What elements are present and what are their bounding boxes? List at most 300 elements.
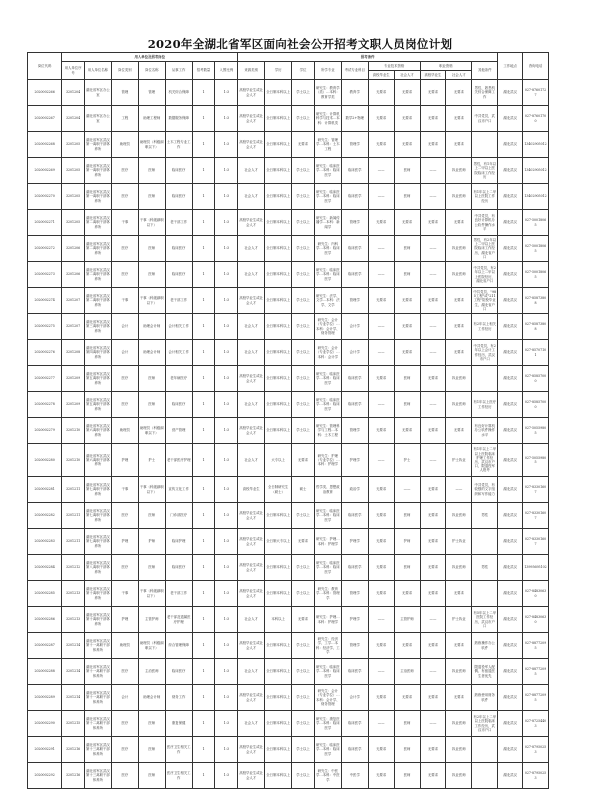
cell-unit-name: 湖北省军区武汉第二离职干部休养所	[84, 236, 111, 262]
cell-other-conditions: 中共党员，有2年以上会计工作经历，武汉市户口	[472, 340, 498, 366]
cell-post-name: 助理会计师	[138, 314, 165, 340]
cell-phone: 027-83301607	[523, 529, 549, 555]
cell-unit-seq: 3201211	[62, 529, 85, 555]
cell-prof-grad: ——	[420, 158, 446, 184]
cell-degree: 无要求	[292, 132, 315, 158]
cell-post-category: 医疗	[111, 158, 138, 184]
cell-prof-social: 执业医师	[446, 184, 472, 210]
cell-tech-social: ——	[394, 477, 420, 503]
cell-education: 本科以上	[265, 607, 292, 633]
cell-location: 湖北武汉	[498, 236, 523, 262]
cell-exam-major: 中医学	[341, 763, 368, 789]
cell-post-name: 干事（科级副职以下）	[138, 210, 165, 236]
cell-phone: 027-83301607	[523, 503, 549, 529]
cell-unit-name: 湖北省军区武汉第十一离职干部休养所	[84, 685, 111, 711]
table-row	[28, 763, 549, 789]
cell-count: 1	[192, 444, 215, 477]
cell-exam-major: 会计学	[341, 340, 368, 366]
cell-source: 高校毕业生或社会人才	[238, 80, 265, 106]
cell-source: 社会人才	[238, 262, 265, 288]
cell-exam-major: 护理学	[341, 607, 368, 633]
cell-location: 湖北武汉	[498, 633, 523, 659]
cell-post-name: 医师	[138, 503, 165, 529]
cell-location: 湖北武汉	[498, 288, 523, 314]
cell-ratio: 1:3	[215, 477, 238, 503]
cell-tech-social: 无要求	[394, 288, 420, 314]
cell-prof-social: 无要求	[446, 288, 472, 314]
cell-degree: 学士以上	[292, 581, 315, 607]
table-row	[28, 711, 549, 737]
cell-work-content: 老干部工作	[165, 288, 192, 314]
cell-prof-grad: ——	[420, 236, 446, 262]
cell-prof-grad: ——	[420, 444, 446, 477]
cell-phone: 027-84830630	[523, 581, 549, 607]
cell-unit-name: 湖北省军区武汉第一离职干部休养所	[84, 184, 111, 210]
cell-unit-seq: 3201215	[62, 711, 85, 737]
cell-exam-major: 管理学	[341, 288, 368, 314]
cell-education: 全日制研究生（硕士）	[265, 477, 292, 503]
table-row	[28, 132, 549, 158]
cell-post-code: 2020002266	[28, 80, 62, 106]
col-group-conditions: 招考条件	[238, 53, 498, 62]
cell-phone: 027-50018065	[523, 210, 549, 236]
cell-post-name: 主管护师	[138, 607, 165, 633]
cell-tech-grad: 无要求	[368, 477, 394, 503]
cell-location: 湖北武汉	[498, 555, 523, 581]
col-post-name: 岗位名称	[138, 62, 165, 80]
cell-unit-seq: 3201212	[62, 555, 85, 581]
cell-prof-social: 执业医师	[446, 737, 472, 763]
cell-other-conditions: 男性，熟悉机关综合保障工作	[472, 80, 498, 106]
cell-post-code: 2020002268	[28, 132, 62, 158]
cell-major: 哲学类、思想政治教育	[314, 477, 341, 503]
cell-post-category: 助理员	[111, 633, 138, 659]
cell-location: 湖北武汉	[498, 581, 523, 607]
cell-prof-grad: 无要求	[420, 418, 446, 444]
cell-unit-seq: 3201209	[62, 392, 85, 418]
cell-degree: 无要求	[292, 607, 315, 633]
cell-tech-social: 医师	[394, 236, 420, 262]
cell-unit-seq: 3201210	[62, 418, 85, 444]
cell-tech-grad: ——	[368, 314, 394, 340]
cell-tech-social: 护师	[394, 529, 420, 555]
cell-major: 研究生：临床医学…本科：临床医学	[314, 555, 341, 581]
cell-ratio: 1:3	[215, 503, 238, 529]
cell-ratio: 1:3	[215, 80, 238, 106]
cell-phone: 027-83301607	[523, 477, 549, 503]
cell-major: 研究生：管理科学与工程…本科：土木工程	[314, 418, 341, 444]
cell-location: 湖北武汉	[498, 314, 523, 340]
cell-post-category: 医疗	[111, 763, 138, 789]
cell-count: 1	[192, 340, 215, 366]
cell-degree: 学士以上	[292, 503, 315, 529]
cell-tech-grad: 无要求	[368, 581, 394, 607]
cell-location: 湖北武汉	[498, 366, 523, 392]
cell-post-category: 医疗	[111, 236, 138, 262]
cell-tech-social: 医师	[394, 392, 420, 418]
cell-major: 研究生：管理学…本科：土木工程	[314, 132, 341, 158]
cell-major: 研究生：新闻传播学…本科：新闻学	[314, 210, 341, 236]
cell-tech-grad: 无要求	[368, 132, 394, 158]
cell-post-category: 医疗	[111, 555, 138, 581]
cell-location: 湖北武汉	[498, 503, 523, 529]
cell-source: 社会人才	[238, 314, 265, 340]
cell-tech-grad: ——	[368, 444, 394, 477]
cell-post-code: 2020002292	[28, 763, 62, 789]
cell-phone: 13995695102	[523, 555, 549, 581]
table-header	[28, 53, 549, 80]
cell-ratio: 1:3	[215, 763, 238, 789]
cell-tech-grad: ——	[368, 262, 394, 288]
cell-other-conditions	[472, 366, 498, 392]
cell-post-name: 医师	[138, 711, 165, 737]
cell-prof-grad: ——	[420, 262, 446, 288]
cell-unit-name: 湖北省军区武汉第七离职干部休养所	[84, 529, 111, 555]
cell-tech-social: 医师	[394, 184, 420, 210]
cell-work-content: 会计相关工作	[165, 340, 192, 366]
cell-prof-social: 执业医师	[446, 158, 472, 184]
cell-source: 高校毕业生或社会人才	[238, 503, 265, 529]
cell-degree: 学士以上	[292, 236, 315, 262]
cell-phone: 027-84830630	[523, 607, 549, 633]
cell-prof-grad: 无要求	[420, 633, 446, 659]
cell-ratio: 1:3	[215, 314, 238, 340]
cell-post-category: 干事	[111, 477, 138, 503]
col-unit-name: 用人单位名称	[84, 62, 111, 80]
cell-source: 社会人才	[238, 659, 265, 685]
cell-prof-social: 执业医师	[446, 366, 472, 392]
cell-unit-name: 湖北省军区办公室	[84, 80, 111, 106]
cell-prof-social: 执业医师	[446, 659, 472, 685]
cell-location: 湖北武汉	[498, 158, 523, 184]
cell-count: 1	[192, 711, 215, 737]
cell-tech-social: 医师	[394, 158, 420, 184]
table-row	[28, 340, 549, 366]
cell-prof-grad: ——	[420, 607, 446, 633]
cell-source: 高校毕业生或社会人才	[238, 210, 265, 236]
cell-post-code: 2020002279	[28, 418, 62, 444]
cell-count: 1	[192, 366, 215, 392]
cell-source: 高校毕业生	[238, 477, 265, 503]
cell-post-category: 医疗	[111, 659, 138, 685]
cell-tech-grad: 无要求	[368, 555, 394, 581]
cell-count: 1	[192, 418, 215, 444]
cell-education: 全日制本科以上	[265, 106, 292, 132]
col-tech-social: 社会人才	[394, 71, 420, 80]
cell-phone: 027-50018065	[523, 262, 549, 288]
cell-unit-seq: 3201205	[62, 158, 85, 184]
cell-post-category: 会计	[111, 314, 138, 340]
cell-source: 高校毕业生或社会人才	[238, 288, 265, 314]
cell-other-conditions	[472, 529, 498, 555]
cell-major: 研究生：计算机科学与技术…本科：计算机类	[314, 106, 341, 132]
cell-degree: 学士以上	[292, 555, 315, 581]
cell-prof-grad: 无要求	[420, 106, 446, 132]
cell-unit-name: 湖北省军区武汉第一离职干部休养所	[84, 132, 111, 158]
cell-post-code: 2020002284	[28, 555, 62, 581]
cell-work-content: 临床医疗	[165, 236, 192, 262]
cell-work-content: 老干部工作	[165, 581, 192, 607]
cell-post-name: 助理员（科级副职以下）	[138, 633, 165, 659]
cell-prof-social: 无要求	[446, 340, 472, 366]
cell-prof-social: 无要求	[446, 210, 472, 236]
table-row	[28, 503, 549, 529]
cell-post-code: 2020002289	[28, 685, 62, 711]
table-row	[28, 444, 549, 477]
cell-work-content: 老干部工作	[165, 210, 192, 236]
cell-exam-major: 护理学	[341, 444, 368, 477]
cell-source: 社会人才	[238, 184, 265, 210]
col-phone: 咨询电话	[523, 53, 549, 80]
cell-prof-grad: 无要求	[420, 503, 446, 529]
table-row	[28, 288, 549, 314]
cell-prof-grad: 无要求	[420, 737, 446, 763]
cell-major: 研究生：会计（专业学位）…本科：会计学、财务管理	[314, 314, 341, 340]
cell-tech-grad: ——	[368, 184, 394, 210]
cell-prof-social: 无要求	[446, 685, 472, 711]
cell-other-conditions: 中共党员，有2年以上二甲以上医院经历，湖北省户口	[472, 262, 498, 288]
cell-education: 全日制本科以上	[265, 685, 292, 711]
cell-prof-grad: 无要求	[420, 763, 446, 789]
cell-tech-social: 无要求	[394, 132, 420, 158]
cell-ratio: 1:3	[215, 711, 238, 737]
cell-count: 1	[192, 288, 215, 314]
cell-other-conditions	[472, 763, 498, 789]
cell-ratio: 1:3	[215, 418, 238, 444]
cell-degree: 学士以上	[292, 418, 315, 444]
cell-source: 社会人才	[238, 392, 265, 418]
col-education: 学历	[265, 62, 292, 80]
cell-exam-major: 管理学	[341, 633, 368, 659]
cell-post-category: 医疗	[111, 737, 138, 763]
cell-unit-name: 湖北省军区武汉第十一离职干部休养所	[84, 633, 111, 659]
table-row	[28, 477, 549, 503]
cell-major: 研究生：护理（专业学位）…本科：护理学	[314, 444, 341, 477]
cell-ratio: 1:3	[215, 555, 238, 581]
cell-post-code: 2020002271	[28, 210, 62, 236]
cell-phone: 027-85873808	[523, 314, 549, 340]
cell-unit-seq: 3201214	[62, 659, 85, 685]
table-row	[28, 314, 549, 340]
cell-unit-name: 湖北省军区武汉第十离职干部休养所	[84, 607, 111, 633]
cell-count: 1	[192, 477, 215, 503]
cell-post-code: 2020002287	[28, 633, 62, 659]
cell-location: 湖北武汉	[498, 418, 523, 444]
cell-prof-social: 无要求	[446, 314, 472, 340]
cell-education: 全日制本科以上	[265, 503, 292, 529]
col-other: 其他条件	[472, 62, 498, 80]
cell-work-content: 临床医疗	[165, 659, 192, 685]
cell-prof-social: 无要求	[446, 80, 472, 106]
cell-source: 高校毕业生或社会人才	[238, 633, 265, 659]
cell-degree: 学士以上	[292, 737, 315, 763]
cell-count: 1	[192, 581, 215, 607]
cell-post-name: 助理会计师	[138, 340, 165, 366]
cell-post-code: 2020002277	[28, 366, 62, 392]
cell-prof-grad: 无要求	[420, 685, 446, 711]
cell-prof-grad: ——	[420, 659, 446, 685]
cell-phone: 027-87601727	[523, 80, 549, 106]
cell-major: 研究生：临床医学…本科：临床医学	[314, 737, 341, 763]
cell-post-name: 护士	[138, 444, 165, 477]
cell-ratio: 1:3	[215, 288, 238, 314]
cell-degree: 学士以上	[292, 366, 315, 392]
cell-unit-seq: 3201213	[62, 607, 85, 633]
cell-other-conditions	[472, 132, 498, 158]
cell-count: 1	[192, 633, 215, 659]
col-location: 工作地点	[498, 53, 523, 80]
cell-exam-major: 会计学	[341, 685, 368, 711]
cell-other-conditions: 男性	[472, 555, 498, 581]
cell-phone: 027-87950253	[523, 737, 549, 763]
cell-prof-grad: ——	[420, 340, 446, 366]
table-row	[28, 106, 549, 132]
cell-tech-social: 医师	[394, 711, 420, 737]
cell-phone: 027-50018065	[523, 236, 549, 262]
cell-education: 全日制本科以上	[265, 158, 292, 184]
cell-post-category: 干事	[111, 288, 138, 314]
cell-location: 湖北武汉	[498, 392, 523, 418]
table-row	[28, 236, 549, 262]
cell-prof-grad: ——	[420, 314, 446, 340]
cell-major: 研究生：临床医学…本科：临床医学	[314, 503, 341, 529]
cell-post-name: 医师	[138, 763, 165, 789]
cell-tech-grad: 无要求	[368, 80, 394, 106]
cell-education: 全日制本科以上	[265, 132, 292, 158]
cell-post-category: 医疗	[111, 392, 138, 418]
cell-source: 高校毕业生或社会人才	[238, 106, 265, 132]
cell-prof-social: 无要求	[446, 132, 472, 158]
col-prof-social: 社会人才	[446, 71, 472, 80]
cell-post-category: 护理	[111, 444, 138, 477]
cell-other-conditions: 有1年以上二甲以上医院临床护理工作经历，武汉市户口，限退役军人报考	[472, 444, 498, 477]
cell-prof-grad: 无要求	[420, 555, 446, 581]
cell-unit-name: 湖北省军区武汉第五离职干部休养所	[84, 366, 111, 392]
cell-education: 全日制本科以上	[265, 659, 292, 685]
cell-unit-name: 湖北省军区武汉第十三离职干部休养所	[84, 737, 111, 763]
cell-location: 湖北武汉	[498, 685, 523, 711]
cell-education: 全日制本科以上	[265, 392, 292, 418]
cell-other-conditions	[472, 737, 498, 763]
cell-unit-name: 湖北省军区武汉第二离职干部休养所	[84, 262, 111, 288]
cell-exam-major: 管理学	[341, 581, 368, 607]
cell-source: 社会人才	[238, 236, 265, 262]
cell-work-content: 临床护理	[165, 529, 192, 555]
cell-post-code: 2020002280	[28, 444, 62, 477]
cell-unit-seq: 3201205	[62, 132, 85, 158]
cell-unit-name: 湖北省军区武汉第六离职干部休养所	[84, 444, 111, 477]
cell-unit-seq: 3201211	[62, 503, 85, 529]
cell-count: 1	[192, 763, 215, 789]
cell-ratio: 1:3	[215, 106, 238, 132]
cell-prof-social: 护士执业	[446, 607, 472, 633]
cell-prof-social: 执业医师	[446, 711, 472, 737]
cell-post-category: 工程	[111, 106, 138, 132]
col-group-prof: 职业资格	[420, 62, 472, 71]
cell-tech-social: 无要求	[394, 418, 420, 444]
cell-exam-major: 临床医学	[341, 236, 368, 262]
cell-degree: 学士以上	[292, 392, 315, 418]
cell-post-code: 2020002272	[28, 236, 62, 262]
cell-prof-social: ——	[446, 477, 472, 503]
cell-exam-major: 数学2+物理	[341, 106, 368, 132]
cell-unit-seq: 3201211	[62, 477, 85, 503]
col-prof-grad: 高校毕业生	[420, 71, 446, 80]
cell-tech-social: 无要求	[394, 340, 420, 366]
cell-ratio: 1:3	[215, 444, 238, 477]
cell-prof-grad: 无要求	[420, 288, 446, 314]
cell-post-category: 医疗	[111, 262, 138, 288]
cell-work-content: 门诊部医疗	[165, 503, 192, 529]
cell-count: 1	[192, 132, 215, 158]
cell-major: 研究生：康复医学…本科：临床医学	[314, 711, 341, 737]
cell-unit-name: 湖北省军区武汉第三离职干部休养所	[84, 314, 111, 340]
cell-tech-social: 医师	[394, 763, 420, 789]
cell-prof-social: 执业医师	[446, 763, 472, 789]
cell-exam-major: 政治学	[341, 477, 368, 503]
col-major: 所学专业	[314, 62, 341, 80]
cell-other-conditions: 有2年以上二甲以上医院临床工作经历，武汉市户口	[472, 711, 498, 737]
cell-degree: 学士以上	[292, 633, 315, 659]
cell-unit-name: 湖北省军区武汉第十二离职干部休养所	[84, 711, 111, 737]
table-row	[28, 366, 549, 392]
cell-education: 全日制本科以上	[265, 737, 292, 763]
cell-tech-social: 无要求	[394, 314, 420, 340]
cell-post-code: 2020002269	[28, 158, 62, 184]
cell-count: 1	[192, 503, 215, 529]
cell-unit-seq: 3201214	[62, 685, 85, 711]
cell-location: 湖北武汉	[498, 477, 523, 503]
cell-tech-social: 无要求	[394, 80, 420, 106]
cell-count: 1	[192, 529, 215, 555]
cell-count: 1	[192, 555, 215, 581]
cell-work-content: 医疗卫生相关工作	[165, 763, 192, 789]
cell-major: 研究生：经济学、工学…本科：经济学、工学	[314, 633, 341, 659]
cell-tech-grad: 无要求	[368, 210, 394, 236]
cell-tech-social: 医师	[394, 366, 420, 392]
cell-other-conditions: 有1年以上二甲以上医院工作经历	[472, 184, 498, 210]
cell-degree: 学士以上	[292, 314, 315, 340]
cell-major: 研究生：临床医学…本科：临床医学	[314, 262, 341, 288]
cell-major: 研究生：法学、文学…本科：法学、文学	[314, 288, 341, 314]
cell-location: 湖北武汉	[498, 763, 523, 789]
col-tech-grad: 高校毕业生	[368, 71, 394, 80]
cell-tech-social: 无要求	[394, 633, 420, 659]
cell-exam-major: 临床医学	[341, 392, 368, 418]
table-row	[28, 633, 549, 659]
cell-unit-seq: 3201206	[62, 262, 85, 288]
cell-other-conditions: 中共党员，有较强的文字组织和写作能力	[472, 477, 498, 503]
cell-phone: 027-87254403	[523, 711, 549, 737]
cell-post-name: 助理会计师	[138, 685, 165, 711]
cell-location: 湖北武汉	[498, 210, 523, 236]
cell-education: 全日制本科以上	[265, 236, 292, 262]
cell-phone: 027-85873808	[523, 288, 549, 314]
table-row	[28, 392, 549, 418]
cell-major: 研究生：会计（专业学位）…本科：会计学	[314, 340, 341, 366]
cell-ratio: 1:3	[215, 132, 238, 158]
cell-unit-seq: 3201207	[62, 314, 85, 340]
cell-work-content: 综合管理保障	[165, 633, 192, 659]
table-row	[28, 158, 549, 184]
cell-location: 湖北武汉	[498, 80, 523, 106]
cell-work-content: 会计相关工作	[165, 314, 192, 340]
col-degree: 学位	[292, 62, 315, 80]
cell-post-name: 干事（科级副职以下）	[138, 581, 165, 607]
cell-prof-social: 执业医师	[446, 555, 472, 581]
cell-prof-grad: 无要求	[420, 529, 446, 555]
col-count: 招考数量	[192, 62, 215, 80]
